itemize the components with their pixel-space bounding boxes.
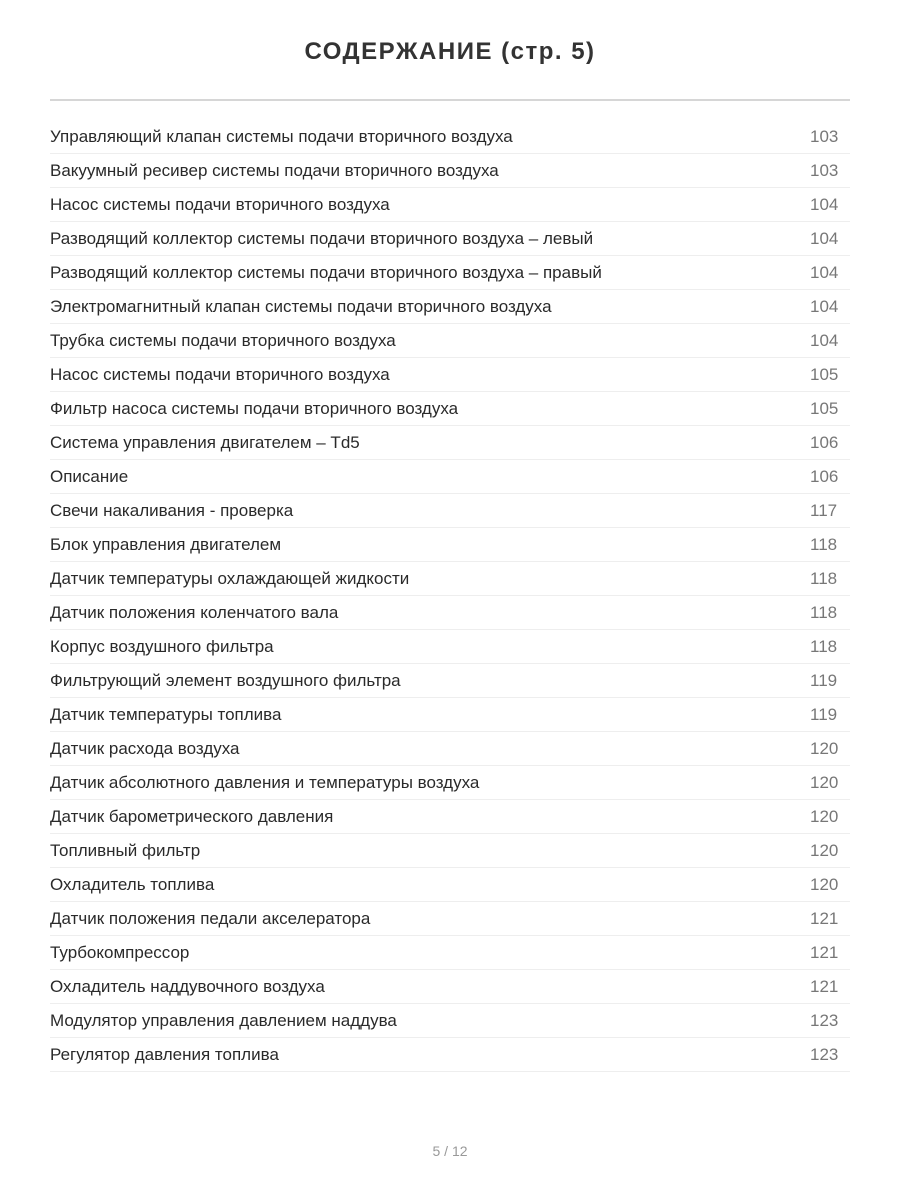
toc-entry[interactable] <box>50 528 850 562</box>
toc-entry[interactable] <box>50 698 850 732</box>
page-title: СОДЕРЖАНИЕ (стр. 5) <box>304 38 596 65</box>
toc-entry-title: Насос системы подачи вторичного воздуха <box>50 194 390 214</box>
toc-entry-page-number: 121 <box>810 942 839 962</box>
toc-entry-title: Описание <box>50 466 129 486</box>
toc-entry-title: Датчик барометрического давления <box>50 806 334 826</box>
toc-entry-page-number: 120 <box>810 874 839 894</box>
toc-entry-page-number: 119 <box>810 704 838 724</box>
toc-entry-page-number: 104 <box>810 330 839 350</box>
toc-entry-title: Насос системы подачи вторичного воздуха <box>50 364 390 384</box>
toc-entry[interactable] <box>50 766 850 800</box>
toc-entry-title: Турбокомпрессор <box>50 942 190 962</box>
toc-entry-page-number: 121 <box>810 908 839 928</box>
toc-entry-page-number: 123 <box>810 1010 839 1030</box>
toc-entry-title: Регулятор давления топлива <box>50 1044 279 1064</box>
toc-entry-page-number: 118 <box>810 602 838 622</box>
toc-entry-page-number: 103 <box>810 160 839 180</box>
toc-entry[interactable] <box>50 460 850 494</box>
toc-entry-page-number: 120 <box>810 772 839 792</box>
toc-entry-page-number: 118 <box>810 636 838 656</box>
toc-entry-page-number: 118 <box>810 568 838 588</box>
toc-entry-title: Датчик положения педали акселератора <box>50 908 371 928</box>
toc-entry-title: Модулятор управления давлением наддува <box>50 1010 397 1030</box>
toc-entry[interactable] <box>50 392 850 426</box>
toc-entry-page-number: 104 <box>810 262 839 282</box>
toc-entry[interactable] <box>50 188 850 222</box>
toc-entry[interactable] <box>50 630 850 664</box>
toc-entry[interactable] <box>50 732 850 766</box>
toc-entry-page-number: 120 <box>810 806 839 826</box>
toc-entry-page-number: 120 <box>810 840 839 860</box>
title-divider <box>50 99 850 101</box>
toc-entry-title: Вакуумный ресивер системы подачи вторичного воздуха <box>50 160 499 180</box>
toc-entry-page-number: 106 <box>810 432 839 452</box>
toc-entry[interactable] <box>50 1038 850 1072</box>
toc-entry-page-number: 104 <box>810 228 839 248</box>
toc-entry[interactable] <box>50 664 850 698</box>
toc-entry-title: Топливный фильтр <box>50 840 201 860</box>
toc-entry-title: Разводящий коллектор системы подачи вторичного воздуха – левый <box>50 228 594 248</box>
toc-entry-title: Фильтр насоса системы подачи вторичного воздуха <box>50 398 459 418</box>
toc-entry-title: Охладитель топлива <box>50 874 215 894</box>
toc-entry[interactable] <box>50 222 850 256</box>
toc-entry[interactable] <box>50 1004 850 1038</box>
toc-entry-title: Корпус воздушного фильтра <box>50 636 274 656</box>
toc-entry[interactable] <box>50 970 850 1004</box>
toc-entry-title: Трубка системы подачи вторичного воздуха <box>50 330 396 350</box>
toc-entry[interactable] <box>50 426 850 460</box>
toc-entry-title: Управляющий клапан системы подачи вторичного воздуха <box>50 126 513 146</box>
toc-entry[interactable] <box>50 902 850 936</box>
toc-entry-page-number: 121 <box>810 976 839 996</box>
toc-entry[interactable] <box>50 494 850 528</box>
toc-entry-title: Датчик расхода воздуха <box>50 738 240 758</box>
toc-entry-page-number: 105 <box>810 398 839 418</box>
page-indicator: 5 / 12 <box>432 1143 468 1159</box>
toc-entry-page-number: 123 <box>810 1044 839 1064</box>
toc-entry-page-number: 103 <box>810 126 839 146</box>
toc-entry[interactable] <box>50 596 850 630</box>
toc-entry[interactable] <box>50 562 850 596</box>
toc-entry[interactable] <box>50 290 850 324</box>
toc-entry-title: Фильтрующий элемент воздушного фильтра <box>50 670 401 690</box>
toc-entry-page-number: 104 <box>810 194 839 214</box>
toc-entry[interactable] <box>50 800 850 834</box>
toc-entry-page-number: 105 <box>810 364 839 384</box>
toc-entry[interactable] <box>50 834 850 868</box>
toc-entry-page-number: 104 <box>810 296 839 316</box>
toc-entry[interactable] <box>50 154 850 188</box>
toc-entry-title: Датчик абсолютного давления и температуры воздуха <box>50 772 480 792</box>
toc-entry[interactable] <box>50 120 850 154</box>
toc-entry-title: Система управления двигателем – Td5 <box>50 432 360 452</box>
toc-entry-page-number: 119 <box>810 670 838 690</box>
toc-entry-page-number: 120 <box>810 738 839 758</box>
toc-entry[interactable] <box>50 256 850 290</box>
toc-entry[interactable] <box>50 868 850 902</box>
toc-entry[interactable] <box>50 936 850 970</box>
toc-entry-title: Блок управления двигателем <box>50 534 282 554</box>
toc-entry-page-number: 117 <box>810 500 838 520</box>
toc-entry-page-number: 118 <box>810 534 838 554</box>
toc-entry-page-number: 106 <box>810 466 839 486</box>
toc-entry-title: Датчик температуры охлаждающей жидкости <box>50 568 410 588</box>
toc-entry[interactable] <box>50 324 850 358</box>
toc-entry-title: Датчик температуры топлива <box>50 704 282 724</box>
toc-entry-title: Разводящий коллектор системы подачи вторичного воздуха – правый <box>50 262 602 282</box>
toc-entry[interactable] <box>50 358 850 392</box>
toc-entry-title: Датчик положения коленчатого вала <box>50 602 339 622</box>
toc-entry-title: Электромагнитный клапан системы подачи вторичного воздуха <box>50 296 552 316</box>
toc-entry-title: Охладитель наддувочного воздуха <box>50 976 325 996</box>
toc-list <box>50 120 850 1072</box>
toc-entry-title: Свечи накаливания - проверка <box>50 500 294 520</box>
